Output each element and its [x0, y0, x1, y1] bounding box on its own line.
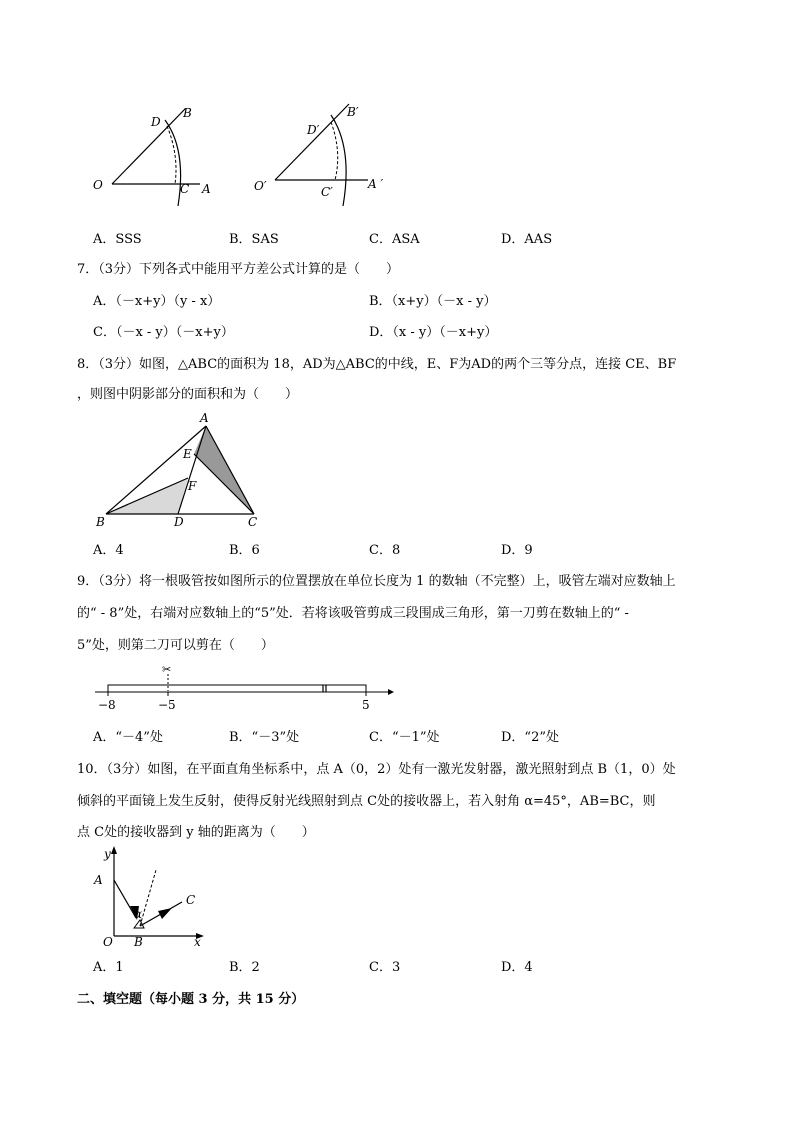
q10-line3: 点 C处的接收器到 y 轴的距离为（ ）: [77, 825, 315, 840]
right-label-a: A ′: [368, 177, 384, 191]
q10-line2: 倾斜的平面镜上发生反射，使得反射光线照射到点 C处的接收器上，若入射角 α=45°，AB=BC，则: [77, 794, 656, 809]
q10-option-d[interactable]: D．4: [501, 960, 533, 975]
q8-triangle-figure: [90, 408, 270, 530]
q10-coordinate-figure: [90, 842, 210, 947]
scissors-icon: ✂: [162, 663, 172, 676]
section-heading-fill-in: 二、填空题（每小题 3 分，共 15 分）: [77, 992, 305, 1007]
q8-line1: 8．（3分）如图，△ABC的面积为 18，AD为△ABC的中线，E、F为AD的两个三等分点，连接 CE、BF: [77, 357, 677, 372]
left-label-b: B: [183, 106, 192, 120]
tri-label-d: D: [174, 515, 184, 529]
tri-label-a: A: [200, 411, 209, 425]
q7-option-b[interactable]: B．（x+y）（－x - y）: [369, 294, 497, 309]
q10-option-c[interactable]: C．3: [369, 960, 401, 975]
q8-option-c[interactable]: C．8: [369, 543, 401, 558]
q9-option-b[interactable]: B．“－3”处: [229, 730, 300, 745]
q9-option-d[interactable]: D．“2”处: [501, 730, 559, 745]
q9-option-c[interactable]: C．“－1”处: [369, 730, 440, 745]
coord-label-o: O: [103, 935, 113, 947]
q9-option-a[interactable]: A．“－4”处: [93, 730, 163, 745]
tri-label-f: F: [188, 479, 197, 493]
q6-option-a[interactable]: A．SSS: [93, 232, 142, 247]
q7-option-d[interactable]: D．（x - y）（－x+y）: [369, 325, 498, 340]
q10-line1: 10．（3分）如图，在平面直角坐标系中，点 A（0，2）处有一激光发射器，激光照射到点 B（1，0）处: [77, 762, 676, 777]
tri-label-b: B: [96, 515, 105, 529]
left-label-o: O: [93, 178, 103, 192]
q6-figure: [85, 100, 395, 210]
q6-option-d[interactable]: D．AAS: [501, 232, 553, 247]
q8-option-d[interactable]: D．9: [501, 543, 533, 558]
axis-label-5: 5: [362, 698, 370, 712]
right-label-d: D′: [307, 123, 320, 137]
q7-option-c[interactable]: C．（－x - y）（－x+y）: [93, 325, 234, 340]
q9-number-line-figure: [90, 658, 400, 713]
right-label-c: C′: [321, 185, 333, 199]
q7-stem: 7．（3分）下列各式中能用平方差公式计算的是（ ）: [77, 262, 400, 277]
q6-option-c[interactable]: C．ASA: [369, 232, 420, 247]
coord-label-b: B: [134, 935, 143, 947]
left-label-c: C: [180, 182, 190, 196]
left-label-d: D: [151, 115, 161, 129]
q8-option-a[interactable]: A．4: [93, 543, 124, 558]
right-label-b: B′: [347, 105, 359, 119]
q7-option-a[interactable]: A．（－x+y）（y - x）: [93, 294, 221, 309]
q9-line3: 5”处，则第二刀可以剪在（ ）: [77, 638, 274, 653]
axis-label-neg8: −8: [98, 698, 116, 712]
coord-label-x: x: [194, 935, 201, 947]
right-label-o: O′: [254, 179, 267, 193]
left-label-a: A: [202, 182, 211, 196]
tri-label-c: C: [248, 515, 258, 529]
coord-label-a: A: [94, 873, 103, 887]
q9-line2: 的“ - 8”处，右端对应数轴上的“5”处．若将该吸管剪成三段围成三角形，第一刀剪在数轴上的“ -: [77, 606, 629, 621]
q9-line1: 9．（3分）将一根吸管按如图所示的位置摆放在单位长度为 1 的数轴（不完整）上，吸管左端对应数轴上: [77, 574, 676, 589]
q8-option-b[interactable]: B．6: [229, 543, 260, 558]
q6-option-b[interactable]: B．SAS: [229, 232, 279, 247]
axis-label-neg5: −5: [158, 698, 176, 712]
coord-label-y: y: [104, 847, 111, 861]
coord-label-alpha: α: [134, 907, 143, 921]
q8-line2: ，则图中阴影部分的面积和为（ ）: [77, 387, 299, 402]
tri-label-e: E: [183, 447, 192, 461]
q10-option-b[interactable]: B．2: [229, 960, 260, 975]
q10-option-a[interactable]: A．1: [93, 960, 124, 975]
coord-label-c: C: [186, 893, 196, 907]
